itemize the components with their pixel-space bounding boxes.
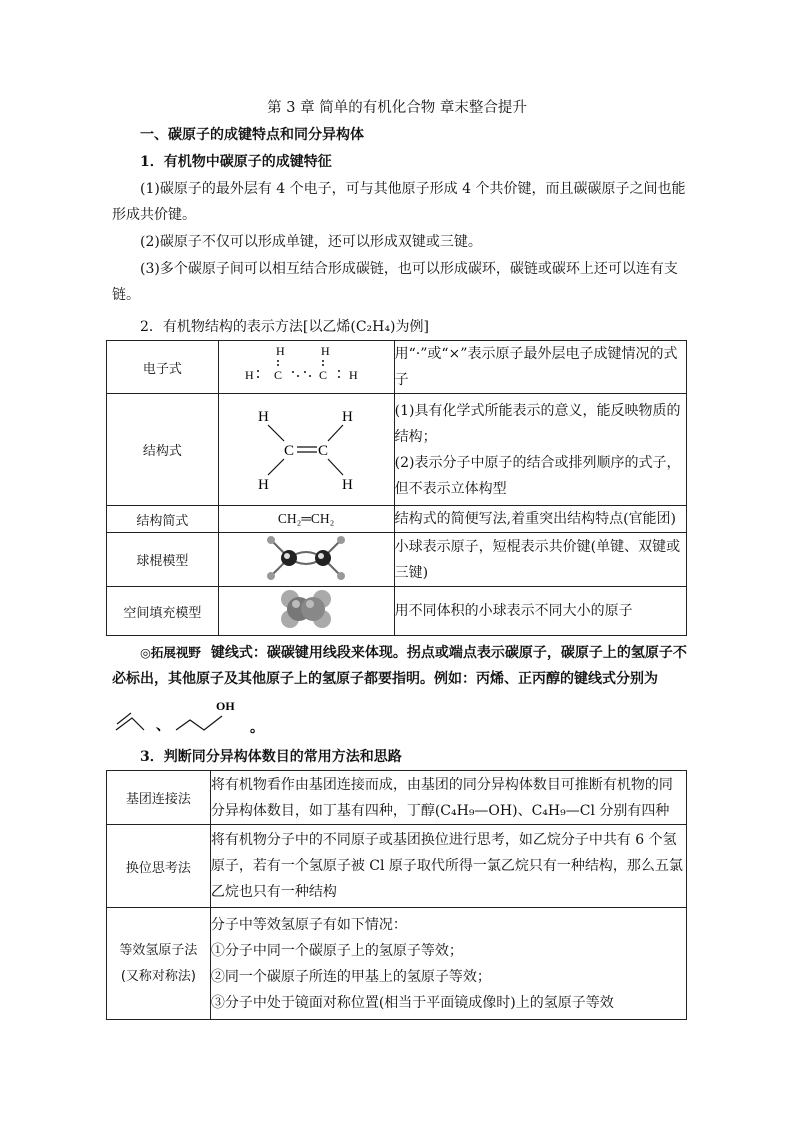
electron-formula-atom: H xyxy=(276,344,285,358)
method-label xyxy=(107,908,211,1020)
section-heading: 一、碳原子的成键特点和同分异构体 xyxy=(140,127,364,143)
electron-formula-diagram xyxy=(221,341,391,389)
paragraph-1: (1)碳原子的最外层有 4 个电子，可与其他原子形成 4 个共价键，而且碳碳原子之间也能形成共价键。 xyxy=(112,181,686,223)
row-label: 球棍模型 xyxy=(107,533,219,587)
separator: 、 xyxy=(156,718,170,734)
description-line: ③分子中处于镜面对称位置(相当于平面镜成像时)上的氢原子等效 xyxy=(210,994,614,1011)
method-description: 将有机物看作由基团连接而成，由基团的同分异构体数目可推断有机物的同分异构体数目，如丁基有四种，丁醇(C₄H₉—OH)、C₄H₉—Cl 分别有四种 xyxy=(210,771,686,825)
electron-formula-atom: C xyxy=(274,368,283,382)
method-label-line: (又称对称法) xyxy=(120,968,196,984)
row-description: 结构式的简便写法,着重突出结构特点(官能团) xyxy=(394,506,686,533)
description-line: ①分子中同一个碳原子上的氢原子等效； xyxy=(210,942,463,959)
subsection-heading-2: 2．有机物结构的表示方法[以乙烯(C₂H₄)为例] xyxy=(140,319,429,335)
table-row xyxy=(107,908,687,1020)
description-line: ②同一个碳原子所连的甲基上的氢原子等效； xyxy=(210,968,491,985)
electron-formula-atom: H xyxy=(245,368,254,382)
space-filling-model-image xyxy=(276,587,336,631)
table-row xyxy=(107,771,687,825)
row-description: 小球表示原子，短棍表示共价键(单键、双键或三键) xyxy=(394,533,686,587)
structural-formula-atom: H xyxy=(342,476,353,493)
paragraph-2: (2)碳原子不仅可以形成单键，还可以形成双键或三键。 xyxy=(140,234,482,250)
electron-formula-atom: H xyxy=(349,368,358,382)
row-description xyxy=(394,394,686,506)
description-line: (2)表示分子中原子的结合或排列顺序的式子，但不表示立体构型 xyxy=(394,454,681,497)
extension-note xyxy=(112,640,692,736)
structural-formula-atom: H xyxy=(258,476,269,493)
structural-formula-atom: C xyxy=(318,442,329,459)
method-description: 将有机物分子中的不同原子或基团换位进行思考，如乙烷分子中共有 6 个氢原子，若有一个氢原子被 Cl 原子取代所得一氯乙烷只有一种结构，那么五氯乙烷也只有一种结构 xyxy=(210,825,686,908)
row-description: 用不同体积的小球表示不同大小的原子 xyxy=(394,587,686,636)
row-label: 结构简式 xyxy=(107,506,219,533)
paragraph-3: (3)多个碳原子间可以相互结合形成碳链，也可以形成碳环，碳链或碳环上还可以连有支链。 xyxy=(112,261,678,303)
row-label: 电子式 xyxy=(107,341,219,394)
table-row xyxy=(107,341,687,394)
row-label: 空间填充模型 xyxy=(107,587,219,636)
ball-stick-cell xyxy=(218,533,394,587)
structural-formula-diagram xyxy=(246,403,366,493)
electron-formula-atom: H xyxy=(321,344,330,358)
table-row xyxy=(107,394,687,506)
structural-formula-atom: C xyxy=(284,442,295,459)
table-row xyxy=(107,587,687,636)
electron-formula-atom: C xyxy=(319,368,328,382)
hydroxyl-label: OH xyxy=(216,699,235,713)
skeletal-formula-examples xyxy=(112,692,264,736)
structural-shorthand: CH₂═CH₂ xyxy=(218,506,394,533)
page-title: 第 3 章 简单的有机化合物 章末整合提升 xyxy=(267,100,527,116)
structure-representation-table xyxy=(106,340,687,636)
description-line: 分子中等效氢原子有如下情况： xyxy=(210,916,407,933)
method-description xyxy=(210,908,686,1020)
description-line: (1)具有化学式所能表示的意义，能反映物质的结构； xyxy=(394,402,681,445)
isomer-methods-table xyxy=(106,770,687,1020)
period: 。 xyxy=(250,720,264,736)
ball-and-stick-model-image xyxy=(261,534,351,582)
extension-tag: ◎拓展视野 xyxy=(140,645,201,660)
method-label: 基团连接法 xyxy=(107,771,211,825)
structural-formula-atom: H xyxy=(258,408,269,425)
row-label: 结构式 xyxy=(107,394,219,506)
space-filling-cell xyxy=(218,587,394,636)
skeletal-formula-diagram xyxy=(112,692,262,736)
structural-formula-cell xyxy=(218,394,394,506)
method-label-line: 等效氢原子法 xyxy=(119,942,198,958)
electron-formula-cell xyxy=(218,341,394,394)
table-row xyxy=(107,533,687,587)
method-label: 换位思考法 xyxy=(107,825,211,908)
subsection-heading-3: 3．判断同分异构体数目的常用方法和思路 xyxy=(140,749,402,765)
table-row xyxy=(107,825,687,908)
subsection-heading-1: 1．有机物中碳原子的成键特征 xyxy=(140,154,332,170)
table-row xyxy=(107,506,687,533)
structural-formula-atom: H xyxy=(342,408,353,425)
extension-text: 键线式：碳碳键用线段来体现。拐点或端点表示碳原子，碳原子上的氢原子不必标出，其他原子及其他原子上的氢原子都要指明。例如：丙烯、正丙醇的键线式分别为 xyxy=(112,645,687,687)
row-description: 用“·”或“×”表示原子最外层电子成键情况的式子 xyxy=(394,341,686,394)
